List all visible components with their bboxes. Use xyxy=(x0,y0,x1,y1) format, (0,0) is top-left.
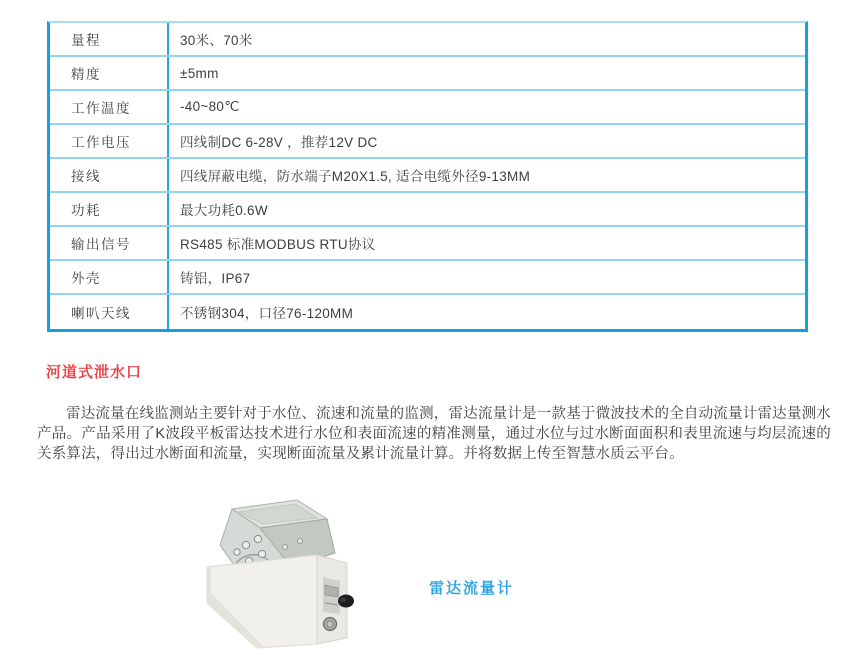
spec-value: -40~80℃ xyxy=(180,99,240,114)
spec-value: 四线制DC 6-28V ，推荐12V DC xyxy=(180,135,378,150)
spec-label: 精度 xyxy=(50,57,169,89)
body-paragraph: 雷达流量在线监测站主要针对于水位、流速和流量的监测，雷达流量计是一款基于微波技术的全自动流量计雷达量测水产品。产品采用了K波段平板雷达技术进行水位和表面流速的精准测量，通过水位与过水断面面积和表里流速与均层流速的关系算法，得出过水断面和流量，实现断面流量及累计流量计算。并将数据上传至智慧水质云平台。 xyxy=(37,406,831,462)
spec-value: ±5mm xyxy=(180,65,219,81)
table-row xyxy=(50,91,805,125)
cable-connector xyxy=(324,618,337,631)
radar-flow-meter-photo xyxy=(199,495,361,653)
spec-value: 30米、70米 xyxy=(180,33,253,48)
spec-label: 功耗 xyxy=(50,193,169,225)
spec-value: 四线屏蔽电缆，防水端子M20X1.5, 适合电缆外径9-13MM xyxy=(180,169,531,184)
figure-caption: 雷达流量计 xyxy=(429,580,515,597)
spec-value: 最大功耗0.6W xyxy=(180,203,268,218)
spec-table xyxy=(47,21,808,332)
table-row xyxy=(50,261,805,295)
table-row xyxy=(50,295,805,329)
spec-value: RS485 标准MODBUS RTU协议 xyxy=(180,237,376,252)
spec-label: 接线 xyxy=(50,159,169,191)
spec-label: 喇叭天线 xyxy=(50,295,169,329)
device-body xyxy=(207,555,354,648)
table-row xyxy=(50,159,805,193)
spec-label: 外壳 xyxy=(50,261,169,293)
device-figure xyxy=(199,495,361,653)
display-panel xyxy=(323,577,340,614)
table-row xyxy=(50,23,805,57)
table-row xyxy=(50,125,805,159)
spec-label: 量程 xyxy=(50,23,169,55)
section-heading: 河道式泄水口 xyxy=(46,364,143,381)
table-row xyxy=(50,57,805,91)
spec-label: 输出信号 xyxy=(50,227,169,259)
knob xyxy=(338,595,354,608)
spec-label: 工作温度 xyxy=(50,91,169,123)
spec-value: 铸铝，IP67 xyxy=(180,271,251,286)
spec-value: 不锈钢304，口径76-120MM xyxy=(180,306,354,321)
spec-label: 工作电压 xyxy=(50,125,169,157)
table-row xyxy=(50,227,805,261)
table-row xyxy=(50,193,805,227)
